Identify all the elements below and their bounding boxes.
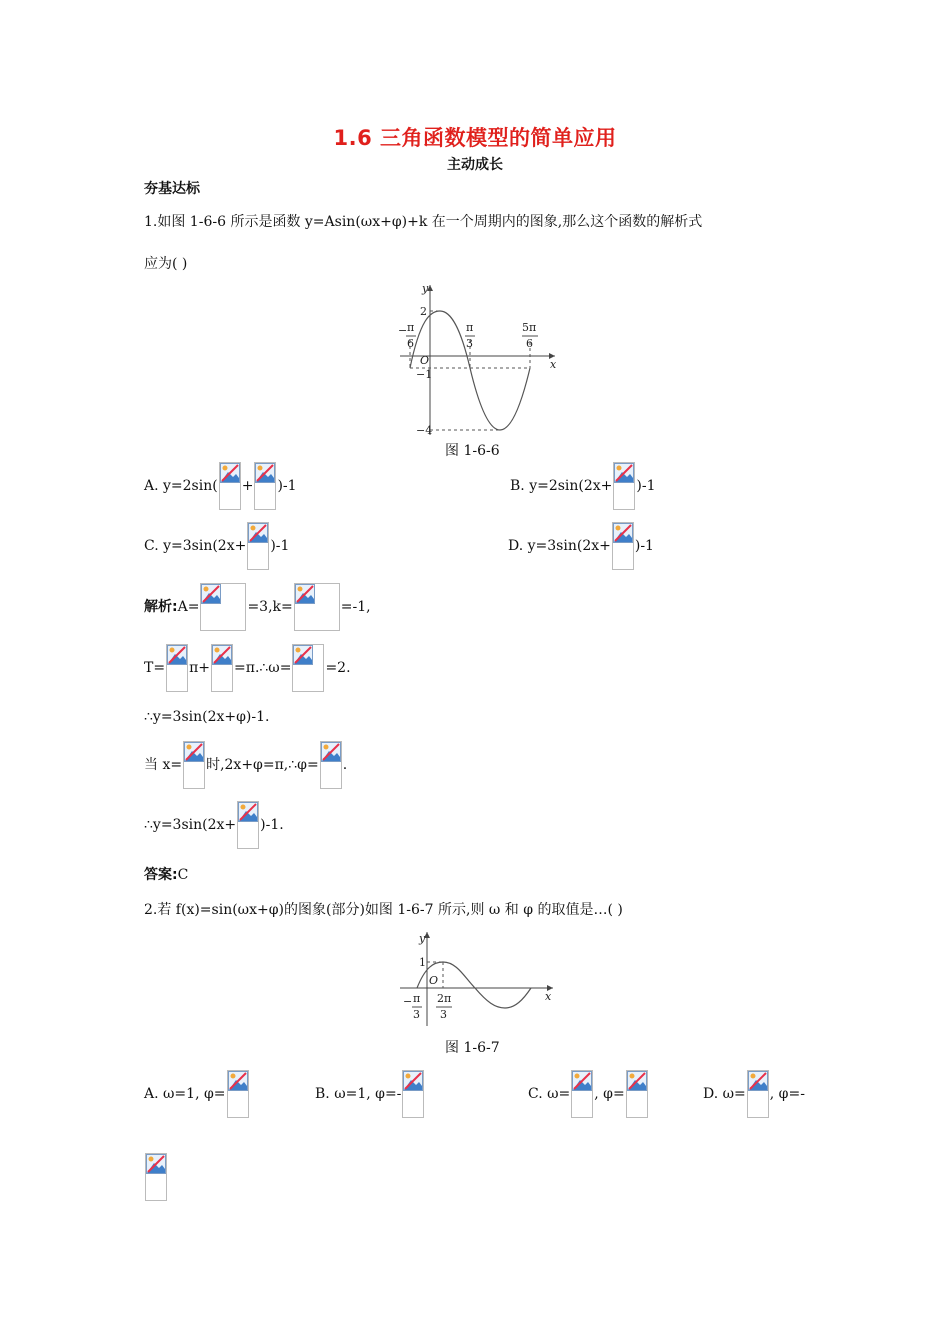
q2-option-a: A. ω=1, φ= (144, 1070, 250, 1118)
svg-text:6: 6 (526, 337, 533, 350)
x-label: x (550, 358, 557, 371)
analysis-line-5: ∴y=3sin(2x+ )-1. (144, 801, 284, 849)
origin-label: O (420, 354, 430, 367)
formula-image-icon (211, 644, 233, 692)
analysis-line-2: T= π+ =π.∴ω= =2. (144, 644, 351, 692)
formula-image-icon (247, 522, 269, 570)
q1-stem-line2: 应为( ) (144, 256, 188, 272)
figure-1-6-7-caption: 图 1-6-7 (445, 1040, 500, 1056)
svg-text:π: π (413, 992, 421, 1005)
svg-text:3: 3 (440, 1008, 447, 1021)
tick-m4: −4 (416, 424, 433, 437)
q1-stem-line1: 1.如图 1-6-6 所示是函数 y=Asin(ωx+φ)+k 在一个周期内的图象,那么这个函数的解析式 (144, 214, 703, 230)
analysis-line-1: 解析:A= =3,k= =-1, (144, 583, 371, 631)
formula-image-icon (183, 741, 205, 789)
q2-option-b: B. ω=1, φ=- (315, 1070, 425, 1118)
figure-1-6-6 (390, 280, 570, 440)
svg-text:−: − (403, 995, 413, 1008)
formula-image-icon (237, 801, 259, 849)
q1-option-c: C. y=3sin(2x+ )-1 (144, 522, 289, 570)
section-heading: 夯基达标 (144, 181, 200, 197)
formula-image-icon (613, 462, 635, 510)
tick-m1: −1 (416, 368, 433, 381)
q1-answer: 答案:C (144, 867, 189, 883)
formula-image-icon (254, 462, 276, 510)
tick-2: 2 (420, 305, 427, 318)
formula-image-icon (294, 583, 340, 631)
q2-option-c: C. ω= , φ= (528, 1070, 649, 1118)
origin-label: O (429, 974, 439, 987)
formula-image-icon (402, 1070, 424, 1118)
formula-image-icon (227, 1070, 249, 1118)
page-title: 1.6 三角函数模型的简单应用 (333, 126, 617, 150)
formula-image-icon (747, 1070, 769, 1118)
figure-1-6-6-caption: 图 1-6-6 (445, 443, 500, 459)
formula-image-icon (320, 741, 342, 789)
analysis-line-3: ∴y=3sin(2x+φ)-1. (144, 709, 270, 725)
q2-option-d: D. ω= , φ=- (703, 1070, 805, 1118)
svg-text:5π: 5π (522, 321, 537, 334)
x-label: x (545, 990, 552, 1003)
q1-option-a: A. y=2sin( + )-1 (144, 462, 297, 510)
q2-stem: 2.若 f(x)=sin(ωx+φ)的图象(部分)如图 1-6-7 所示,则 ω 和 φ 的取值是…( ) (144, 902, 623, 918)
formula-image-icon (219, 462, 241, 510)
page-subtitle: 主动成长 (447, 157, 503, 173)
svg-text:π: π (466, 321, 474, 334)
q1-option-d: D. y=3sin(2x+ )-1 (508, 522, 654, 570)
svg-text:3: 3 (466, 337, 473, 350)
svg-text:2π: 2π (437, 992, 452, 1005)
analysis-line-4: 当 x= 时,2x+φ=π,∴φ= . (144, 741, 347, 789)
svg-text:π: π (407, 321, 415, 334)
q2-option-d-continued (144, 1153, 168, 1201)
tick-1: 1 (419, 956, 426, 969)
svg-text:3: 3 (413, 1008, 420, 1021)
formula-image-icon (166, 644, 188, 692)
y-label: y (422, 282, 429, 295)
figure-1-6-7 (395, 928, 565, 1030)
q1-option-b: B. y=2sin(2x+ )-1 (510, 462, 656, 510)
formula-image-icon (612, 522, 634, 570)
svg-text:6: 6 (407, 337, 414, 350)
svg-text:−: − (398, 324, 408, 337)
formula-image-icon (200, 583, 246, 631)
formula-image-icon (626, 1070, 648, 1118)
formula-image-icon (145, 1153, 167, 1201)
formula-image-icon (292, 644, 324, 692)
formula-image-icon (571, 1070, 593, 1118)
y-label: y (419, 932, 426, 945)
